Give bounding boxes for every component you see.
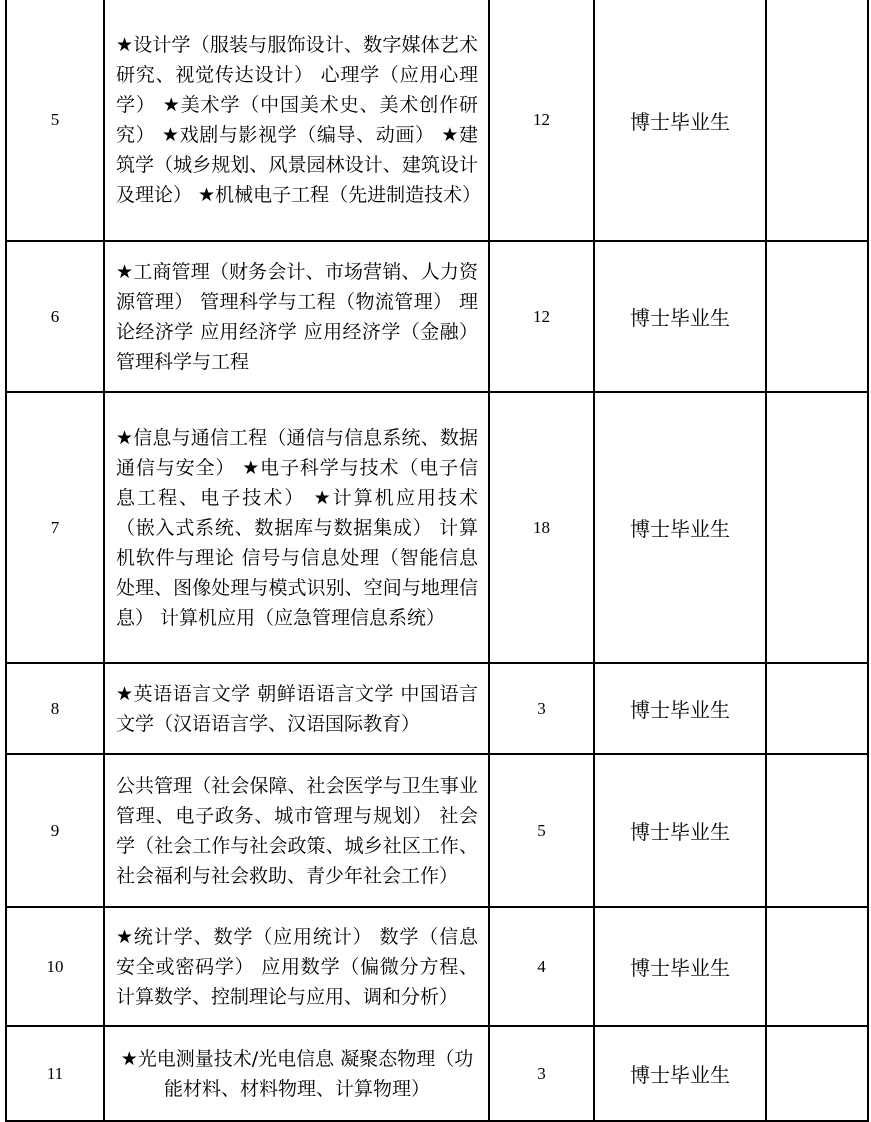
note-cell [766,0,868,241]
majors-cell: 公共管理（社会保障、社会医学与卫生事业管理、电子政务、城市管理与规划） 社会学（社会工作与社会政策、城乡社区工作、社会福利与社会救助、青少年社会工作） [104,754,489,907]
note-cell [766,1026,868,1121]
note-cell [766,754,868,907]
education-cell: 博士毕业生 [594,663,766,754]
majors-cell: ★设计学（服装与服饰设计、数字媒体艺术研究、视觉传达设计） 心理学（应用心理学） ★美术学（中国美术史、美术创作研究） ★戏剧与影视学（编导、动画） ★建筑学（城乡规划、风景园林设计、建筑设计及理论） ★机械电子工程（先进制造技术） [104,0,489,241]
education-cell: 博士毕业生 [594,754,766,907]
row-number: 8 [6,663,104,754]
majors-cell: ★英语语言文学 朝鲜语语言文学 中国语言文学（汉语语言学、汉语国际教育） [104,663,489,754]
education-cell: 博士毕业生 [594,0,766,241]
table-row [6,392,868,663]
headcount-cell: 12 [489,241,594,392]
row-number: 11 [6,1026,104,1121]
majors-cell: ★工商管理（财务会计、市场营销、人力资源管理） 管理科学与工程（物流管理） 理论经济学 应用经济学 应用经济学（金融） 管理科学与工程 [104,241,489,392]
education-cell: 博士毕业生 [594,1026,766,1121]
table-row [6,907,868,1026]
row-number: 10 [6,907,104,1026]
headcount-cell: 3 [489,1026,594,1121]
headcount-cell: 18 [489,392,594,663]
note-cell [766,907,868,1026]
table-row [6,0,868,241]
note-cell [766,663,868,754]
headcount-cell: 5 [489,754,594,907]
row-number: 5 [6,0,104,241]
row-number: 7 [6,392,104,663]
table-row [6,241,868,392]
table-row [6,1026,868,1121]
note-cell [766,241,868,392]
headcount-cell: 12 [489,0,594,241]
education-cell: 博士毕业生 [594,241,766,392]
row-number: 9 [6,754,104,907]
note-cell [766,392,868,663]
majors-cell: ★光电测量技术/光电信息 凝聚态物理（功能材料、材料物理、计算物理） [104,1026,489,1121]
table-row [6,754,868,907]
table-row [6,663,868,754]
majors-cell: ★信息与通信工程（通信与信息系统、数据通信与安全） ★电子科学与技术（电子信息工程、电子技术） ★计算机应用技术（嵌入式系统、数据库与数据集成） 计算机软件与理论 信号与信息处理（智能信息处理、图像处理与模式识别、空间与地理信息） 计算机应用（应急管理信息系统） [104,392,489,663]
recruitment-table [5,0,869,1122]
row-number: 6 [6,241,104,392]
education-cell: 博士毕业生 [594,907,766,1026]
headcount-cell: 3 [489,663,594,754]
education-cell: 博士毕业生 [594,392,766,663]
majors-cell: ★统计学、数学（应用统计） 数学（信息安全或密码学） 应用数学（偏微分方程、计算数学、控制理论与应用、调和分析） [104,907,489,1026]
headcount-cell: 4 [489,907,594,1026]
